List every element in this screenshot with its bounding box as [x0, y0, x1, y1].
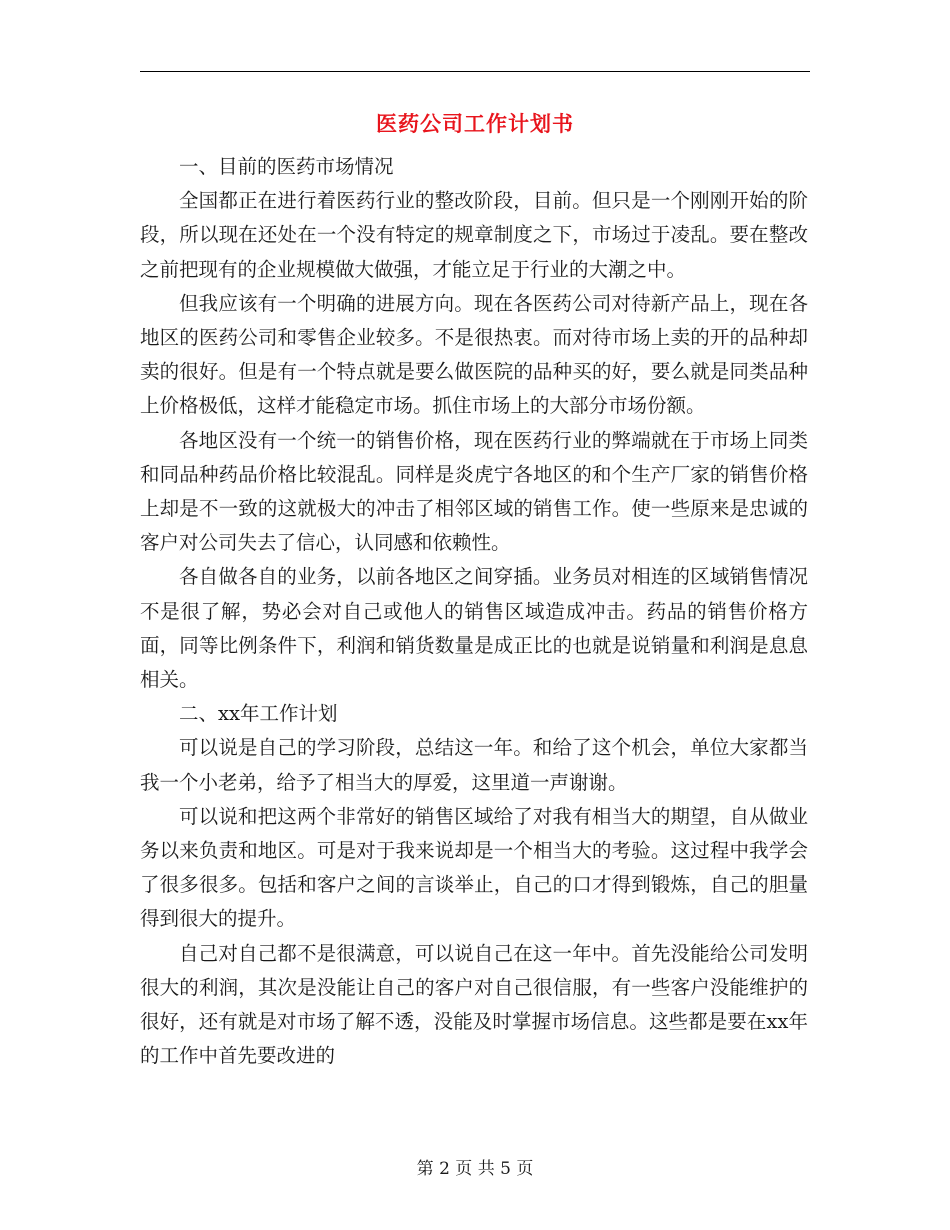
document-body — [140, 150, 808, 1073]
paragraph: 可以说和把这两个非常好的销售区域给了对我有相当大的期望，自从做业务以来负责和地区。可是对于我来说却是一个相当大的考验。这过程中我学会了很多很多。包括和客户之间的言谈举止，自己的口才得到锻炼，自己的胆量得到很大的提升。 — [140, 804, 808, 931]
paragraph: 自己对自己都不是很满意，可以说自己在这一年中。首先没能给公司发明很大的利润，其次是没能让自己的客户对自己很信服，有一些客户没能维护的很好，还有就是对市场了解不透，没能及时掌握市场信息。这些都是要在xx年的工作中首先要改进的 — [140, 941, 808, 1068]
document-title: 医药公司工作计划书 — [376, 111, 574, 136]
paragraph: 但我应该有一个明确的进展方向。现在各医药公司对待新产品上，现在各地区的医药公司和零售企业较多。不是很热衷。而对待市场上卖的开的品种却卖的很好。但是有一个特点就是要么做医院的品种买的好，要么就是同类品种上价格极低，这样才能稳定市场。抓住市场上的大部分市场份额。 — [140, 291, 808, 418]
paragraph: 可以说是自己的学习阶段，总结这一年。和给了这个机会，单位大家都当我一个小老弟，给予了相当大的厚爱，这里道一声谢谢。 — [140, 736, 808, 794]
paragraph: 全国都正在进行着医药行业的整改阶段，目前。但只是一个刚刚开始的阶段，所以现在还处在一个没有特定的规章制度之下，市场过于凌乱。要在整改之前把现有的企业规模做大做强，才能立足于行业的大潮之中。 — [140, 189, 808, 281]
section-heading-market: 一、目前的医药市场情况 — [179, 155, 394, 178]
paragraph: 各自做各自的业务，以前各地区之间穿插。业务员对相连的区域销售情况不是很了解，势必会对自己或他人的销售区域造成冲击。药品的销售价格方面，同等比例条件下，利润和销货数量是成正比的也就是说销量和利润是息息相关。 — [140, 565, 808, 692]
header-rule — [140, 71, 810, 72]
section-heading-plan: 二、xx年工作计划 — [179, 702, 338, 726]
page-number: 第 2 页 共 5 页 — [416, 1159, 534, 1179]
paragraph: 各地区没有一个统一的销售价格，现在医药行业的弊端就在于市场上同类和同品种药品价格比较混乱。同样是炎虎宁各地区的和个生产厂家的销售价格上却是不一致的这就极大的冲击了相邻区域的销售工作。使一些原来是忠诚的客户对公司失去了信心，认同感和依赖性。 — [140, 428, 808, 555]
